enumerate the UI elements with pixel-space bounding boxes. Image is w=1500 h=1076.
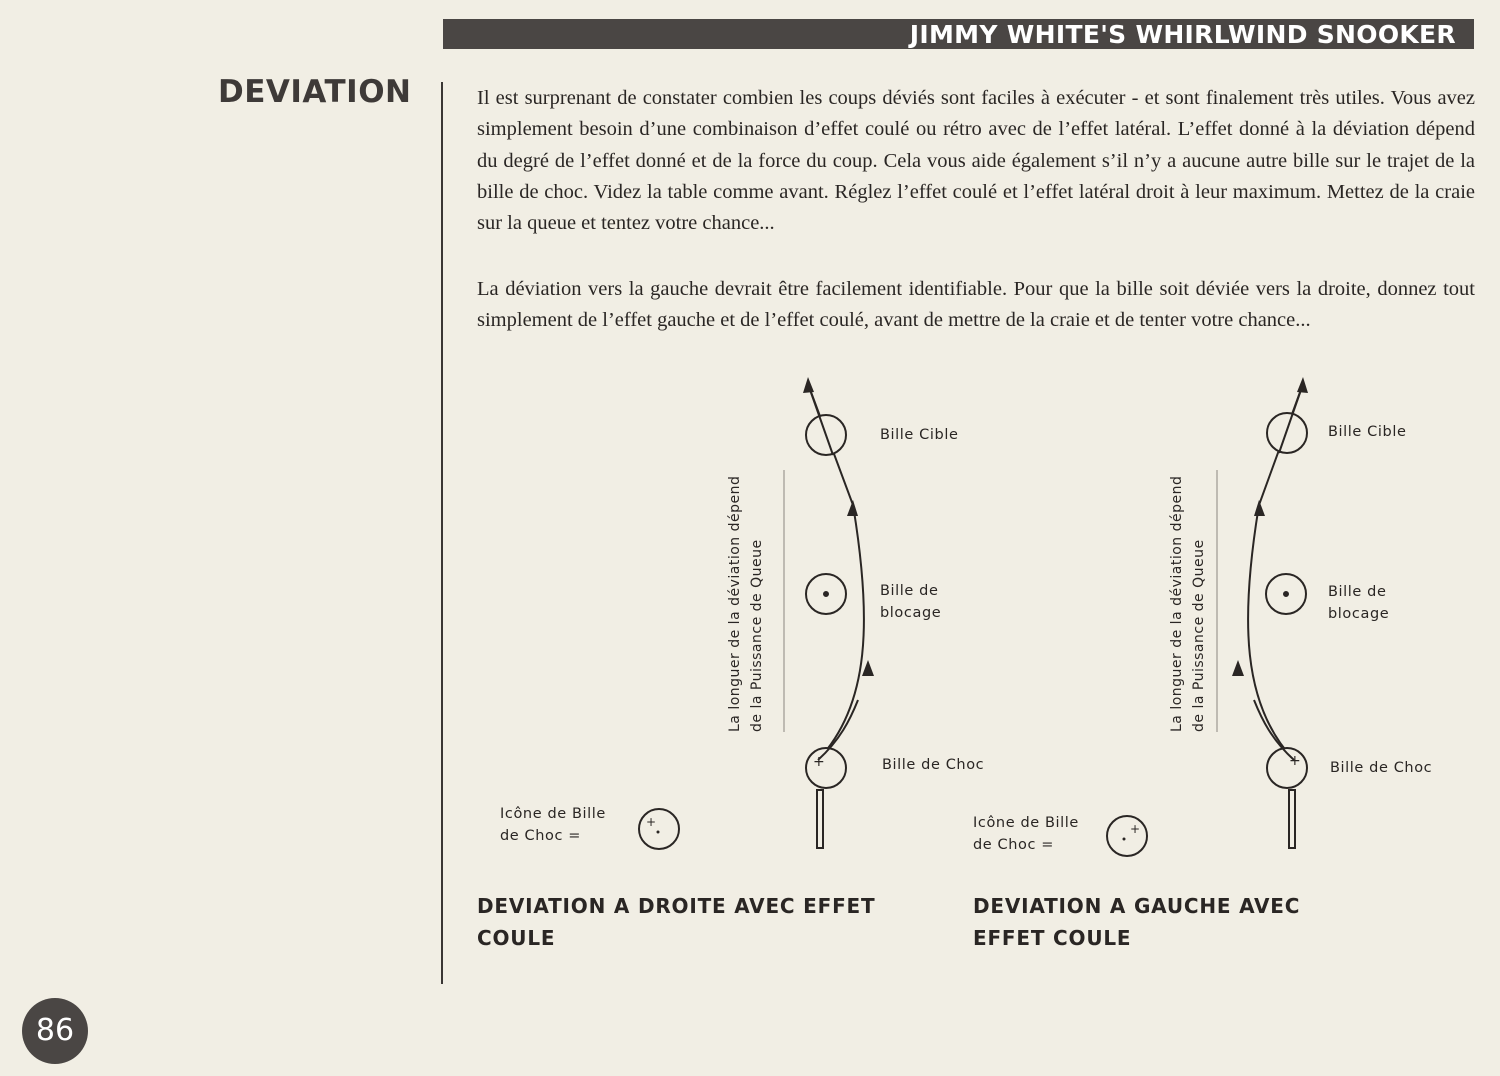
right-blocking-ball-label (1328, 582, 1389, 625)
right-vertical-label-line2: de la Puissance de Queue (1191, 539, 1207, 732)
right-cue-ball-mark: + (1289, 753, 1301, 769)
right-icon-label (973, 813, 1079, 856)
paragraph-2: La déviation vers la gauche devrait être facilement identifiable. Pour que la bille soit déviée vers la droite, donnez tout simplement de l’effet gauche et de l’effet coulé, avant de mettre de la craie et de tenter votre chance... (477, 278, 1475, 332)
left-icon-label-line2: de Choc = (500, 827, 582, 844)
left-icon-label-line1: Icône de Bille (500, 806, 606, 822)
left-vertical-label (724, 352, 768, 732)
left-cue-ball-label: Bille de Choc (882, 757, 985, 773)
left-icon-ball-mark: + (646, 815, 657, 829)
left-vertical-label-line1: La longuer de la déviation dépend (727, 475, 743, 732)
left-cue-ball-mark: + (813, 754, 825, 770)
right-vertical-label-line1: La longuer de la déviation dépend (1169, 475, 1185, 732)
left-path-arrowhead-mid (847, 500, 858, 516)
left-caption-line2: COULE (477, 926, 556, 950)
right-blocking-label-line2: blocage (1328, 605, 1390, 622)
left-caption (477, 890, 875, 954)
left-icon-ball (639, 809, 679, 849)
right-icon-label-line2: de Choc = (973, 836, 1055, 853)
right-icon-ball-mark: + (1130, 822, 1141, 836)
page-number: 86 (22, 998, 88, 1064)
left-vertical-label-line2: de la Puissance de Queue (749, 539, 765, 732)
running-header: JIMMY WHITE'S WHIRLWIND SNOOKER (443, 19, 1474, 49)
left-blocking-label-line2: blocage (880, 604, 942, 621)
right-cue-stick (1289, 790, 1295, 848)
left-icon-label (500, 804, 606, 847)
paragraph-1: Il est surprenant de constater combien les coups déviés sont faciles à exécuter - et sont finalement très utiles. Vous avez simplement besoin d’une combinaison d’effet coulé ou rétro avec de l’effet latéral. L’effet donné à la déviation dépend du degré de l’effet donné et de la force du coup. Cela vous aide également s’il n’y a aucune autre bille sur le trajet de la bille de choc. Videz la table comme avant. Réglez l’effet coulé et l’effet latéral droit à leur maximum. Mettez de la craie sur la queue et tentez votre chance... (477, 87, 1475, 235)
left-caption-line1: DEVIATION A DROITE AVEC EFFET (477, 894, 876, 918)
right-caption (973, 890, 1300, 954)
right-icon-ball-dot (1123, 838, 1126, 841)
right-icon-ball (1107, 816, 1147, 856)
right-caption-line1: DEVIATION A GAUCHE AVEC (973, 894, 1301, 918)
right-path-arrowhead-low (1232, 660, 1244, 676)
left-path-arrowhead-low (862, 660, 874, 676)
left-blocking-ball-dot (824, 592, 828, 596)
right-target-ball-label: Bille Cible (1328, 424, 1407, 440)
left-blocking-label-line1: Bille de (880, 583, 939, 599)
left-target-ball-label: Bille Cible (880, 427, 959, 443)
right-vertical-label (1166, 352, 1210, 732)
section-title: DEVIATION (218, 74, 412, 110)
right-icon-label-line1: Icône de Bille (973, 815, 1079, 831)
right-blocking-ball-dot (1284, 592, 1288, 596)
left-cue-stick (817, 790, 823, 848)
left-cue-ball (806, 748, 846, 788)
right-path-arrowhead-mid (1254, 500, 1265, 516)
left-icon-ball-dot (657, 831, 660, 834)
right-blocking-label-line1: Bille de (1328, 584, 1387, 600)
right-caption-line2: EFFET COULE (973, 926, 1132, 950)
left-blocking-ball-label (880, 581, 941, 624)
right-cue-ball-label: Bille de Choc (1330, 760, 1433, 776)
